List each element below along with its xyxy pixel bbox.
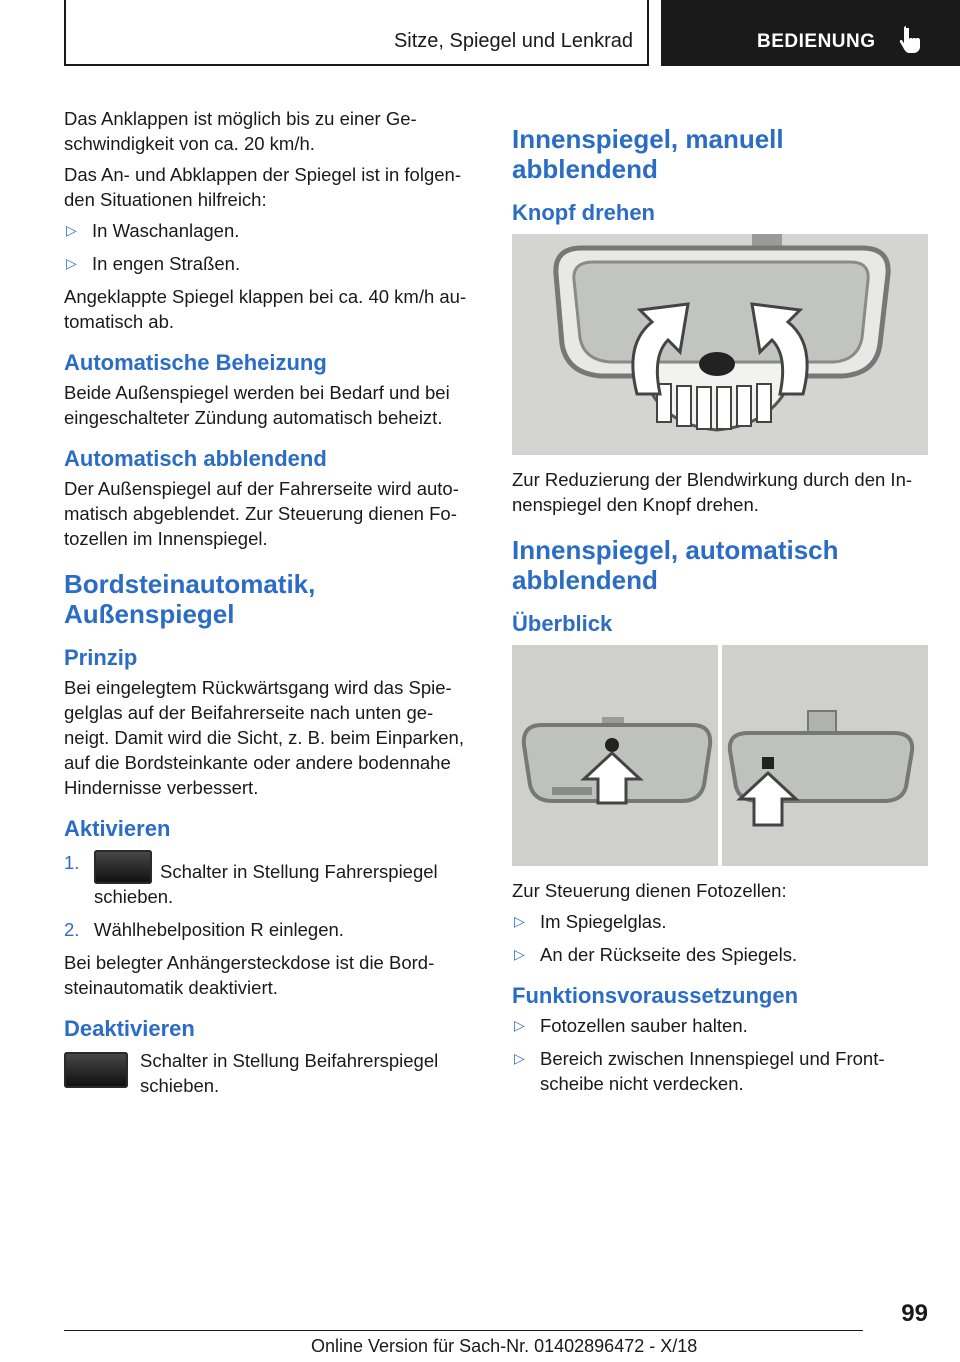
mirror-switch-icon xyxy=(94,850,152,884)
page-number: 99 xyxy=(901,1300,928,1327)
header-section-box xyxy=(64,0,649,66)
list-item: 2. Wählhebelposition R einlegen. xyxy=(64,919,344,940)
deactivate-instruction: Schalter in Stellung Beifahrerspiegel schieben. xyxy=(64,1048,478,1098)
mirror-knob-illustration xyxy=(512,234,928,455)
paragraph: Das An- und Abklappen der Spiegel ist in folgen-den Situationen hilfreich: xyxy=(64,164,461,210)
heading-knopf-drehen: Knopf drehen xyxy=(512,200,655,225)
list-item: ▷ An der Rückseite des Spiegels. xyxy=(514,944,798,965)
paragraph: Beide Außenspiegel werden bei Bedarf und bei eingeschalteter Zündung automatisch beheizt. xyxy=(64,382,450,428)
list-item: 1. Schalter in Stellung Fahrerspiegel schieben. xyxy=(64,852,438,907)
heading-deaktivieren: Deaktivieren xyxy=(64,1016,195,1041)
heading-bordsteinautomatik: Bordsteinautomatik, Außenspiegel xyxy=(64,569,316,629)
footer-divider xyxy=(64,1330,863,1331)
heading-prinzip: Prinzip xyxy=(64,645,138,670)
chapter-tab xyxy=(661,0,960,66)
pointing-hand-icon xyxy=(897,26,925,54)
chapter-label: BEDIENUNG xyxy=(757,31,876,52)
heading-innenspiegel-manuell: Innenspiegel, manuell abblendend xyxy=(512,124,784,184)
numbered-list xyxy=(64,850,478,942)
footer-online-version: Online Version für Sach-Nr. 01402896472 - X/18 xyxy=(311,1336,698,1356)
paragraph: Der Außenspiegel auf der Fahrerseite wird auto-matisch abgeblendet. Zur Steuerung dienen Fo-tozellen im Innenspiegel. xyxy=(64,478,459,549)
bullet-list xyxy=(512,1013,928,1096)
left-column xyxy=(64,106,478,1098)
heading-ueberblick: Überblick xyxy=(512,611,613,636)
paragraph: Angeklappte Spiegel klappen bei ca. 40 km/h au-tomatisch ab. xyxy=(64,286,467,332)
mirror-switch-icon xyxy=(64,1052,128,1088)
triangle-right-icon: ▷ xyxy=(66,222,77,238)
heading-innenspiegel-automatisch: Innenspiegel, automatisch abblendend xyxy=(512,535,839,595)
paragraph: Bei belegter Anhängersteckdose ist die Bord-steinautomatik deaktiviert. xyxy=(64,952,435,998)
right-column xyxy=(512,106,928,1104)
heading-beheizung: Automatische Beheizung xyxy=(64,350,327,375)
triangle-right-icon: ▷ xyxy=(514,946,525,962)
list-item: ▷ In engen Straßen. xyxy=(66,253,241,274)
heading-funktionsvoraussetzungen: Funktionsvoraussetzungen xyxy=(512,983,799,1008)
heading-abblendend: Automatisch abblendend xyxy=(64,446,327,471)
photocell-illustration xyxy=(512,645,928,866)
paragraph: Zur Reduzierung der Blendwirkung durch den In-nenspiegel den Knopf drehen. xyxy=(512,469,913,515)
paragraph: Bei eingelegtem Rückwärtsgang wird das Spie-gelglas auf der Beifahrerseite nach unten ge-neigt. Damit wird die Sicht, z. B. beim Einparken, auf die Bordsteinkante oder andere bodennahe Hindernisse verbessert. xyxy=(64,677,464,798)
list-item: ▷ In Waschanlagen. xyxy=(66,220,240,241)
list-item: ▷ Fotozellen sauber halten. xyxy=(514,1015,748,1036)
triangle-right-icon: ▷ xyxy=(66,255,77,271)
triangle-right-icon: ▷ xyxy=(514,913,525,929)
bullet-list xyxy=(512,909,928,967)
paragraph: Das Anklappen ist möglich bis zu einer Ge-schwindigkeit von ca. 20 km/h. xyxy=(64,108,417,154)
list-item: ▷ Bereich zwischen Innenspiegel und Front-scheibe nicht verdecken. xyxy=(514,1048,885,1094)
heading-aktivieren: Aktivieren xyxy=(64,816,171,841)
triangle-right-icon: ▷ xyxy=(514,1017,525,1033)
list-item: ▷ Im Spiegelglas. xyxy=(514,911,667,932)
triangle-right-icon: ▷ xyxy=(514,1050,525,1066)
bullet-list xyxy=(64,218,478,276)
paragraph: Zur Steuerung dienen Fotozellen: xyxy=(512,880,787,901)
section-title: Sitze, Spiegel und Lenkrad xyxy=(393,30,633,52)
